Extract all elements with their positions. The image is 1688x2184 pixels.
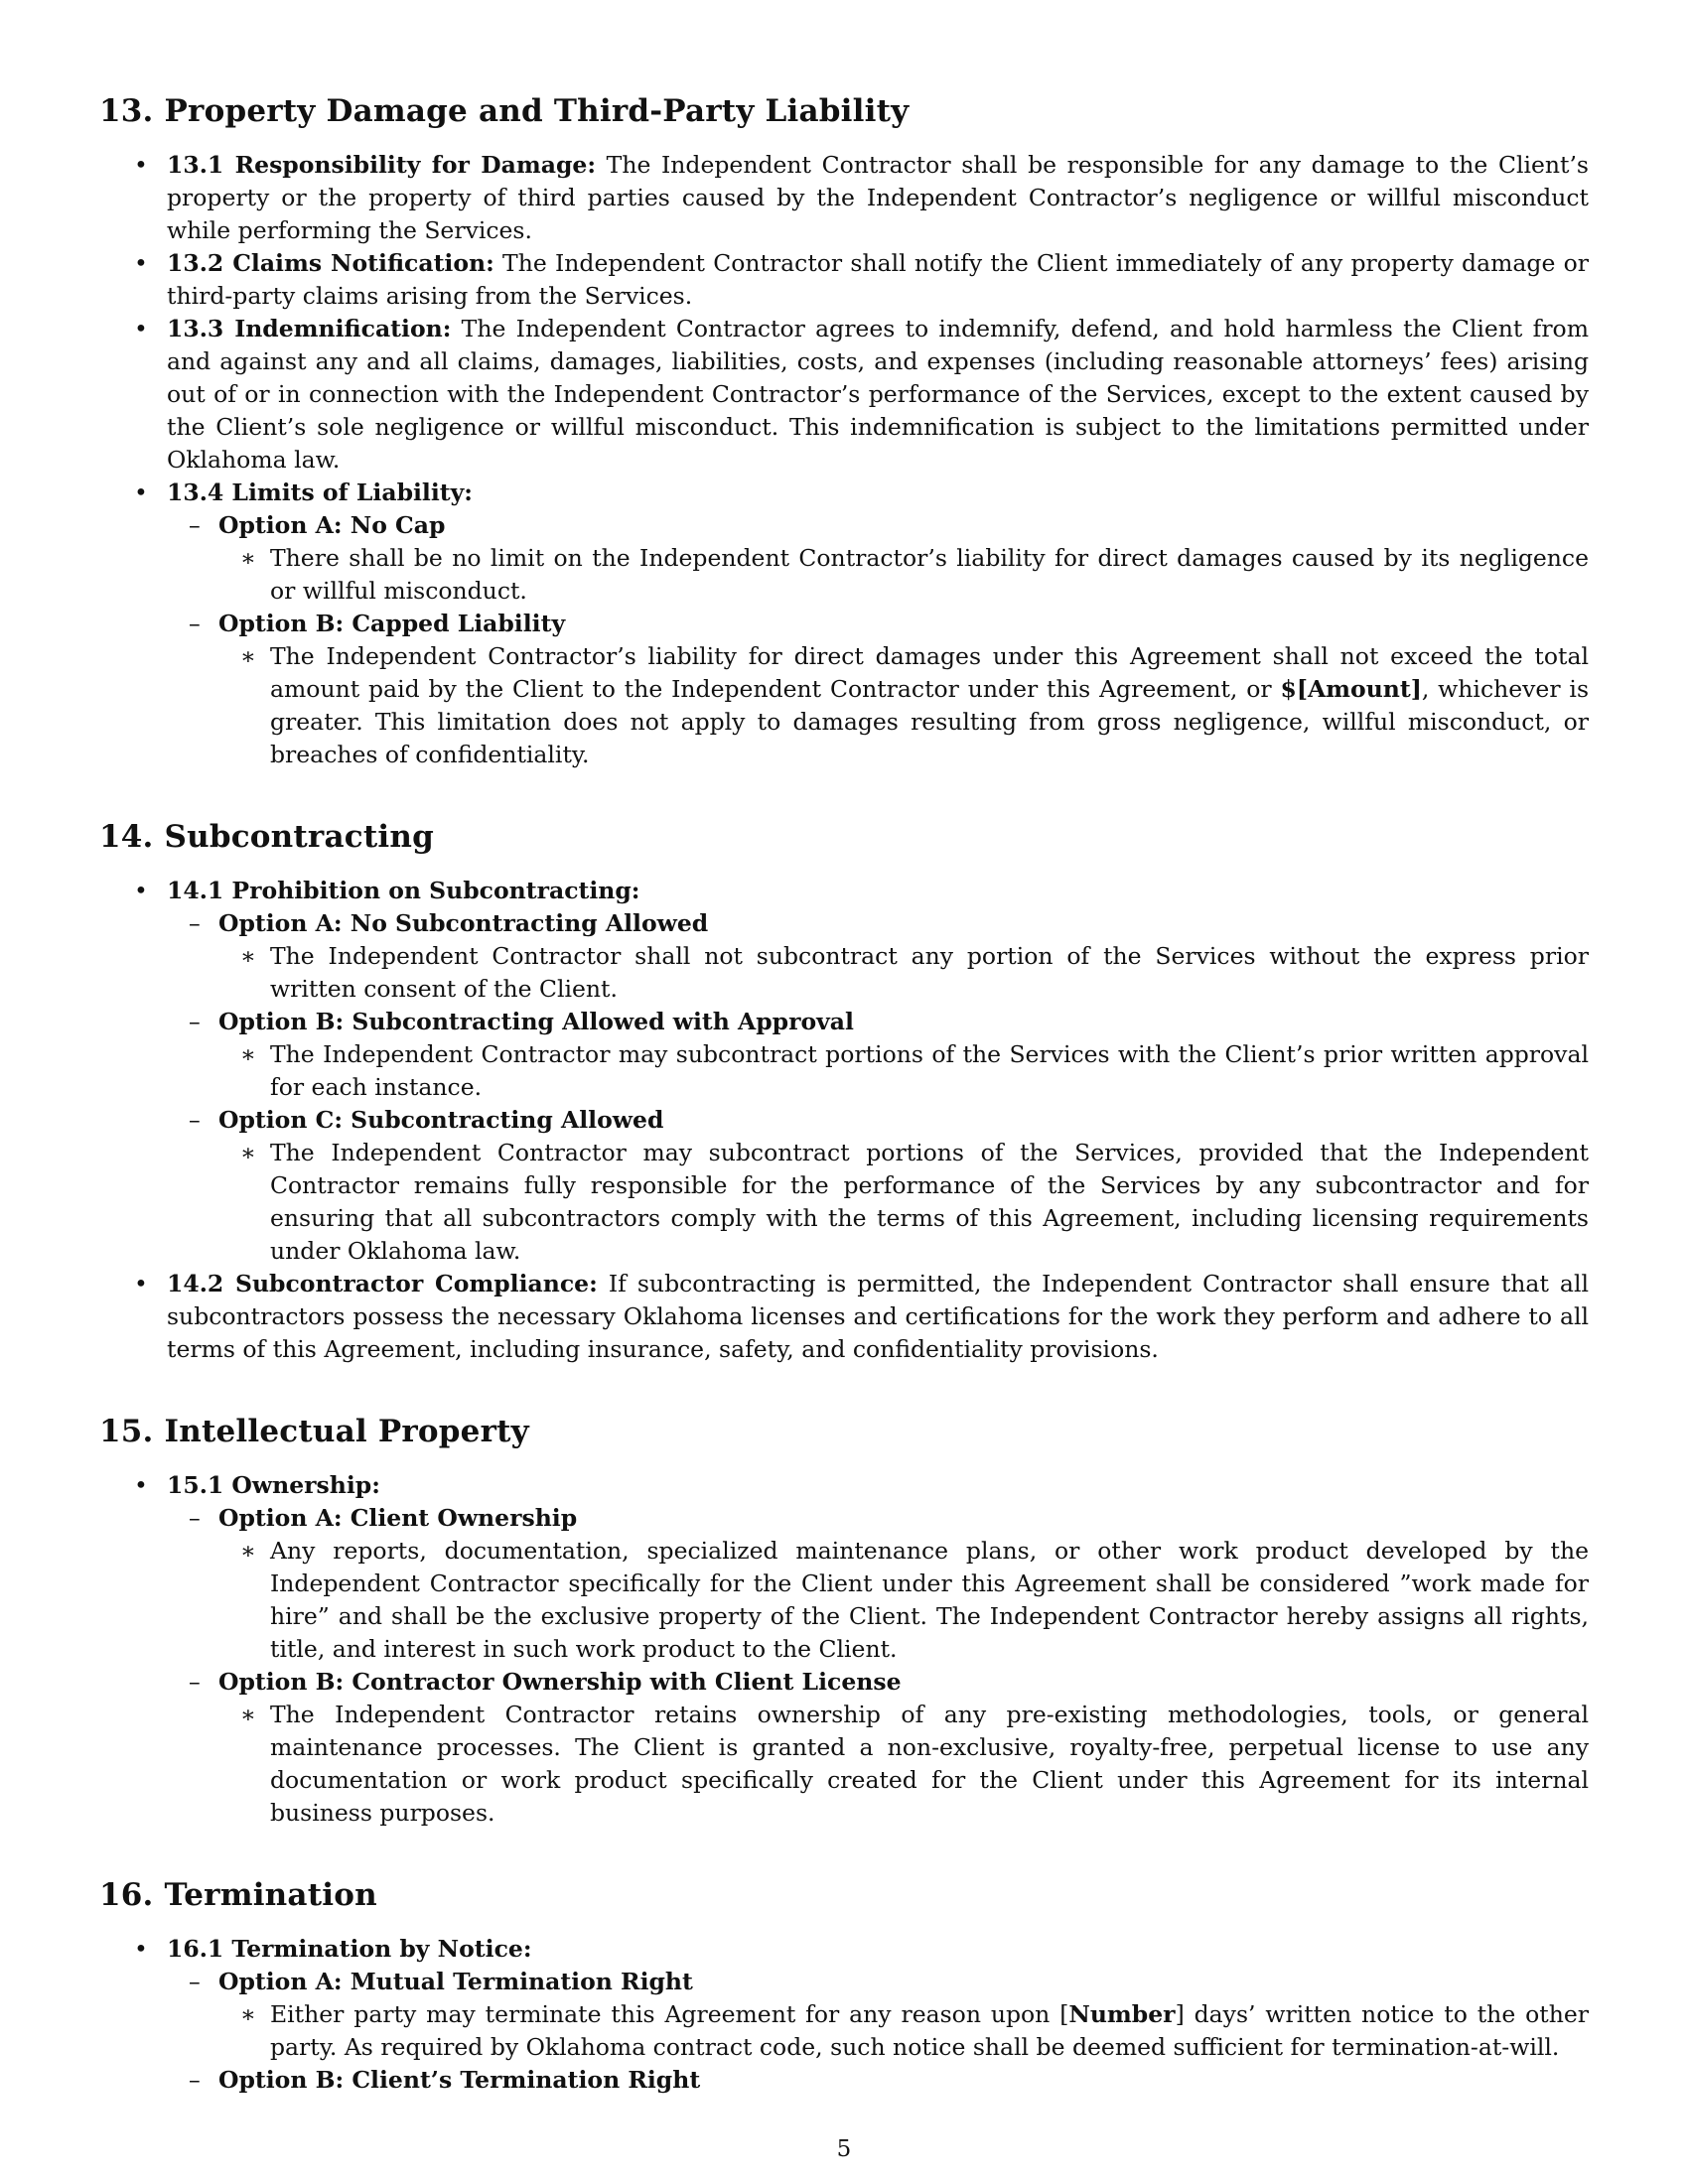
option-label: Option A: Mutual Termination Right bbox=[218, 1968, 693, 1995]
clause-text: The Independent Contractor agrees to indemnify, defend, and hold harmless the Client from and against any and all claims, damages, liabilities, costs, and expenses (including reasonable attorneys’ fees) arising out of or in connection with the Independent Contractor’s performance of the Services, except to the extent caused by the Client’s sole negligence or willful misconduct. This indemnification is subject to the limitations permitted under Oklahoma law. bbox=[167, 315, 1589, 474]
option-text: The Independent Contractor retains ownership of any pre-existing methodologies, tools, or general maintenance processes. The Client is granted a non-exclusive, royalty-free, perpetual license to use any documentation or work product specifically created for the Client under this Agreement for its internal business purposes. bbox=[270, 1701, 1589, 1827]
option-list bbox=[167, 907, 1589, 1268]
asterisk-icon: ∗ bbox=[240, 1139, 256, 1166]
dash-icon: – bbox=[189, 1106, 201, 1134]
clause-list bbox=[99, 149, 1589, 771]
option-label: Option B: Client’s Termination Right bbox=[218, 2066, 701, 2094]
option-detail bbox=[218, 542, 1589, 608]
clause-label: 13.1 Responsibility for Damage: bbox=[167, 151, 596, 179]
option-a bbox=[159, 1966, 1589, 2064]
clause-13-4 bbox=[99, 477, 1589, 771]
option-detail bbox=[218, 1038, 1589, 1104]
dash-icon: – bbox=[189, 909, 201, 937]
option-label: Option C: Subcontracting Allowed bbox=[218, 1106, 664, 1134]
dash-icon: – bbox=[189, 1968, 201, 1995]
option-label: Option B: Contractor Ownership with Client License bbox=[218, 1668, 902, 1696]
dash-icon: – bbox=[189, 2066, 201, 2094]
option-text: The Independent Contractor’s liability for direct damages under this Agreement shall not exceed the total amount paid by the Client to the Independent Contractor under this Agreement, or bbox=[270, 642, 1589, 703]
clause-label: 14.2 Subcontractor Compliance: bbox=[167, 1270, 598, 1297]
bullet-icon: • bbox=[134, 315, 148, 342]
document-page bbox=[99, 91, 1589, 2097]
clause-16-1 bbox=[99, 1933, 1589, 2097]
option-detail bbox=[218, 640, 1589, 771]
option-detail-list bbox=[218, 1038, 1589, 1104]
option-label: Option A: No Cap bbox=[218, 511, 446, 539]
option-label: Option B: Capped Liability bbox=[218, 610, 566, 637]
clause-15-1 bbox=[99, 1469, 1589, 1830]
option-list bbox=[167, 509, 1589, 771]
option-text: The Independent Contractor shall not subcontract any portion of the Services without the express prior written consent of the Client. bbox=[270, 942, 1589, 1003]
bullet-icon: • bbox=[134, 1935, 148, 1963]
option-text: ] days’ written notice to the other party. As required by Oklahoma contract code, such notice shall be deemed sufficient for termination-at-will. bbox=[270, 2000, 1589, 2061]
dash-icon: – bbox=[189, 1668, 201, 1696]
asterisk-icon: ∗ bbox=[240, 1537, 256, 1565]
clause-text: If subcontracting is permitted, the Independent Contractor shall ensure that all subcontractors possess the necessary Oklahoma licenses and certifications for the work they perform and adhere to all terms of this Agreement, including insurance, safety, and confidentiality provisions. bbox=[167, 1270, 1589, 1363]
clause-label: 15.1 Ownership: bbox=[167, 1471, 380, 1499]
option-text: , whichever is greater. This limitation does not apply to damages resulting from gross negligence, willful misconduct, or breaches of confidentiality. bbox=[270, 675, 1589, 768]
option-text: There shall be no limit on the Independent Contractor’s liability for direct damages caused by its negligence or willful misconduct. bbox=[270, 544, 1589, 605]
section-13 bbox=[99, 91, 1589, 771]
clause-14-2 bbox=[99, 1268, 1589, 1366]
option-label: Option A: No Subcontracting Allowed bbox=[218, 909, 709, 937]
number-placeholder: Number bbox=[1068, 2000, 1176, 2028]
option-detail-list bbox=[218, 1535, 1589, 1666]
section-title: 16. Termination bbox=[99, 1877, 377, 1913]
option-detail bbox=[218, 940, 1589, 1006]
option-detail-list bbox=[218, 1998, 1589, 2064]
option-text: The Independent Contractor may subcontract portions of the Services, provided that the Independent Contractor remains fully responsible for the performance of the Services by any subcontractor and for ensuring that all subcontractors comply with the terms of this Agreement, including licensing requirements under Oklahoma law. bbox=[270, 1139, 1589, 1265]
clause-14-1 bbox=[99, 875, 1589, 1268]
page-number: 5 bbox=[836, 2136, 852, 2162]
option-c bbox=[159, 1104, 1589, 1268]
section-15 bbox=[99, 1412, 1589, 1830]
option-detail bbox=[218, 1535, 1589, 1666]
section-title: 13. Property Damage and Third-Party Liability bbox=[99, 93, 910, 129]
amount-placeholder: $[Amount] bbox=[1280, 675, 1422, 703]
dash-icon: – bbox=[189, 1504, 201, 1532]
clause-text: The Independent Contractor shall be responsible for any damage to the Client’s property or the property of third parties caused by the Independent Contractor’s negligence or willful misconduct while performing the Services. bbox=[167, 151, 1589, 244]
option-text: Any reports, documentation, specialized maintenance plans, or other work product developed by the Independent Contractor specifically for the Client under this Agreement shall be considered ”work made for hire” and shall be the exclusive property of the Client. The Independent Contractor hereby assigns all rights, title, and interest in such work product to the Client. bbox=[270, 1537, 1589, 1663]
clause-text: The Independent Contractor shall notify the Client immediately of any property damage or third-party claims arising from the Services. bbox=[167, 249, 1589, 310]
option-a bbox=[159, 509, 1589, 608]
section-14 bbox=[99, 817, 1589, 1366]
bullet-icon: • bbox=[134, 877, 148, 904]
asterisk-icon: ∗ bbox=[240, 544, 256, 572]
asterisk-icon: ∗ bbox=[240, 1701, 256, 1728]
bullet-icon: • bbox=[134, 151, 148, 179]
option-detail-list bbox=[218, 1699, 1589, 1830]
asterisk-icon: ∗ bbox=[240, 942, 256, 970]
option-detail bbox=[218, 1998, 1589, 2064]
option-detail bbox=[218, 1699, 1589, 1830]
option-label: Option A: Client Ownership bbox=[218, 1504, 578, 1532]
bullet-icon: • bbox=[134, 249, 148, 277]
clause-list bbox=[99, 1933, 1589, 2097]
clause-label: 16.1 Termination by Notice: bbox=[167, 1935, 532, 1963]
clause-label: 13.2 Claims Notification: bbox=[167, 249, 494, 277]
option-detail bbox=[218, 1137, 1589, 1268]
section-title: 15. Intellectual Property bbox=[99, 1414, 529, 1449]
clause-label: 13.4 Limits of Liability: bbox=[167, 478, 473, 506]
option-b bbox=[159, 1006, 1589, 1104]
bullet-icon: • bbox=[134, 1270, 148, 1297]
clause-13-1 bbox=[99, 149, 1589, 247]
option-list bbox=[167, 1966, 1589, 2097]
option-label: Option B: Subcontracting Allowed with Approval bbox=[218, 1008, 854, 1035]
option-text: The Independent Contractor may subcontract portions of the Services with the Client’s prior written approval for each instance. bbox=[270, 1040, 1589, 1101]
option-a bbox=[159, 907, 1589, 1006]
clause-label: 14.1 Prohibition on Subcontracting: bbox=[167, 877, 640, 904]
dash-icon: – bbox=[189, 610, 201, 637]
asterisk-icon: ∗ bbox=[240, 1040, 256, 1068]
option-b bbox=[159, 1666, 1589, 1830]
option-detail-list bbox=[218, 640, 1589, 771]
option-b bbox=[159, 2064, 1589, 2097]
dash-icon: – bbox=[189, 511, 201, 539]
option-detail-list bbox=[218, 542, 1589, 608]
bullet-icon: • bbox=[134, 478, 148, 506]
section-title: 14. Subcontracting bbox=[99, 819, 434, 855]
dash-icon: – bbox=[189, 1008, 201, 1035]
option-b bbox=[159, 608, 1589, 771]
clause-label: 13.3 Indemnification: bbox=[167, 315, 452, 342]
asterisk-icon: ∗ bbox=[240, 2000, 256, 2028]
clause-13-3 bbox=[99, 313, 1589, 477]
clause-list bbox=[99, 875, 1589, 1366]
option-detail-list bbox=[218, 940, 1589, 1006]
asterisk-icon: ∗ bbox=[240, 642, 256, 670]
section-16 bbox=[99, 1875, 1589, 2097]
bullet-icon: • bbox=[134, 1471, 148, 1499]
clause-13-2 bbox=[99, 247, 1589, 313]
clause-list bbox=[99, 1469, 1589, 1830]
option-text: Either party may terminate this Agreement for any reason upon [ bbox=[270, 2000, 1069, 2028]
option-a bbox=[159, 1502, 1589, 1666]
option-list bbox=[167, 1502, 1589, 1830]
option-detail-list bbox=[218, 1137, 1589, 1268]
